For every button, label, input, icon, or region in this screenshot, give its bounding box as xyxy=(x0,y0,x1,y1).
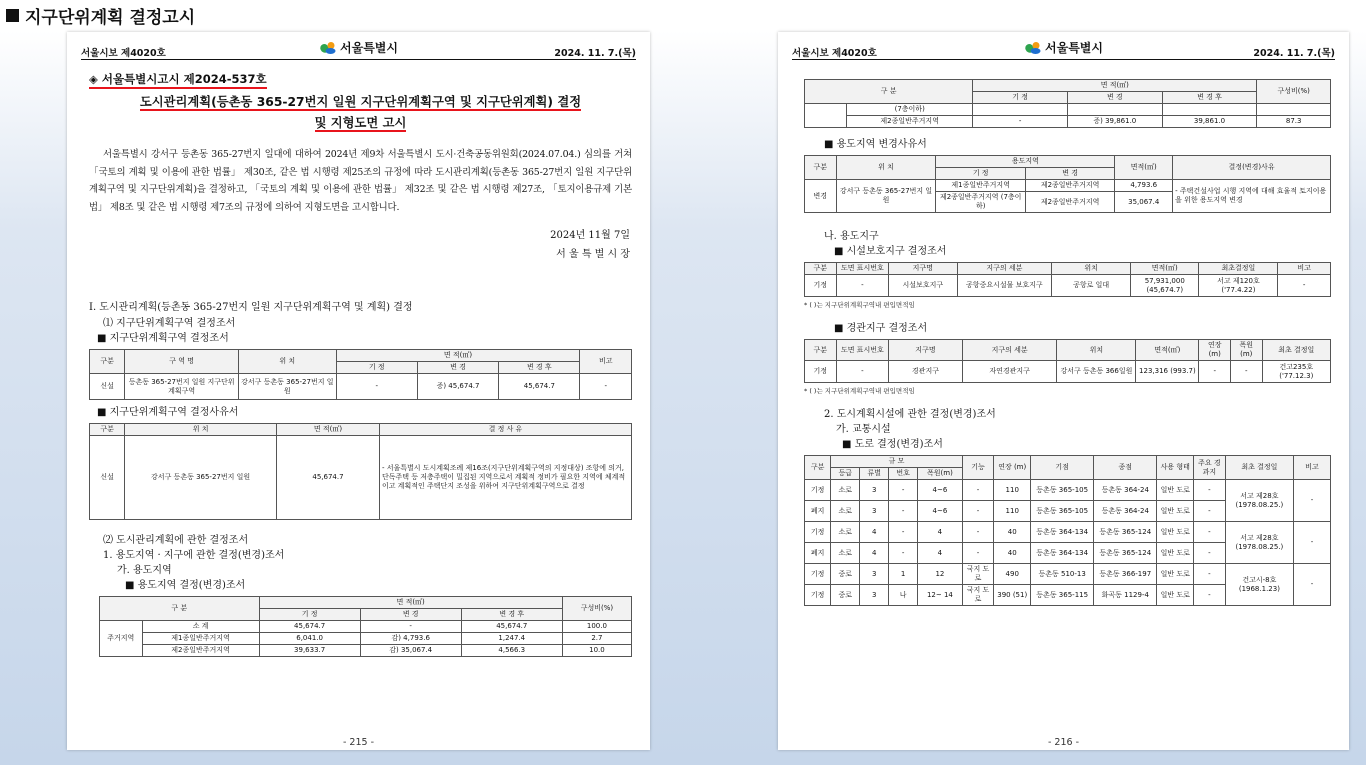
table-cell: 12~ 14 xyxy=(918,585,963,606)
section-2-1-heading: 1. 용도지역 · 지구에 관한 결정(변경)조서 xyxy=(103,550,285,561)
table-header-cell: 최초 결정일 xyxy=(1262,340,1330,361)
table-cell: 등촌동 365-115 xyxy=(1031,585,1094,606)
table-cell: 화곡동 1129-4 xyxy=(1094,585,1157,606)
th-reason: 결정(변경)사유 xyxy=(1173,156,1331,180)
page-banner xyxy=(6,2,195,28)
th-ratio: 구성비(%) xyxy=(1257,80,1331,104)
table-cell: 국지 도로 xyxy=(962,564,994,585)
table-cell: 제2종일반주거지역 xyxy=(142,645,259,657)
table-cell: 45,674.7 xyxy=(461,621,562,633)
th-grade: 등급 xyxy=(831,468,860,480)
table6-title: ■ 시설보호지구 결정조서 xyxy=(804,244,1331,259)
th-zone: 용도지역 xyxy=(936,156,1115,168)
cell: 등촌동 365-27번지 일원 지구단위계획구역 xyxy=(125,374,239,400)
table-header-cell: 지구의 세분 xyxy=(962,340,1057,361)
table7-note: * ( )는 지구단위계획구역내 편입면적임 xyxy=(804,387,915,395)
table-cell: 서고 제28호 (1978.08.25.) xyxy=(1225,480,1293,522)
table-cell: 중로 xyxy=(831,585,860,606)
sign-date: 2024년 11월 7일 xyxy=(550,230,630,241)
th-area: 면 적(㎡) xyxy=(336,350,580,362)
notice-title xyxy=(89,92,632,134)
table-cell: 40 xyxy=(994,543,1031,564)
th-class: 류별 xyxy=(860,468,889,480)
page-header xyxy=(81,38,636,60)
table-cell: 4 xyxy=(918,522,963,543)
issue-date: 2024. 11. 7.(목) xyxy=(1253,48,1335,59)
cell: 45,674.7 xyxy=(499,374,580,400)
table2-title: ■ 지구단위계획구역 결정사유서 xyxy=(89,405,632,420)
th-change: 변 경 xyxy=(360,609,461,621)
table-cell: 기정 xyxy=(805,585,831,606)
section-1-heading: Ⅰ. 도시관리계획(등촌동 365-27번지 일원 지구단위계획구역 및 계획) 결정 xyxy=(89,302,413,313)
table-cell: 110 xyxy=(994,501,1031,522)
th-gubun: 구분 xyxy=(90,350,125,374)
district-plan-table xyxy=(89,349,632,400)
table-cell: 공항중요시설물 보호지구 xyxy=(957,275,1052,297)
section-c-heading: 2. 도시계획시설에 관한 결정(변경)조서 xyxy=(824,409,996,420)
cell: - xyxy=(336,374,417,400)
table-cell: 110 xyxy=(994,480,1031,501)
table-cell: - xyxy=(962,522,994,543)
table-cell: 소 계 xyxy=(142,621,259,633)
table-cell: 등촌동 364-134 xyxy=(1031,522,1094,543)
zoning-table xyxy=(99,596,632,657)
table-cell: - xyxy=(889,480,918,501)
page-header xyxy=(792,38,1335,60)
table-cell: 서고 제28호 (1978.08.25.) xyxy=(1225,522,1293,564)
table-cell: 주거지역 xyxy=(100,621,143,657)
cell: 제2종일반주거지역 (7층이하) xyxy=(936,192,1025,213)
seoul-logo-icon xyxy=(1024,41,1042,55)
cell: - 주택건설사업 시행 지역에 대해 효율적 토지이용을 위한 용도지역 변경 xyxy=(1173,180,1331,213)
th-name: 구 역 명 xyxy=(125,350,239,374)
table-row xyxy=(100,621,632,633)
table-cell: 등촌동 365-124 xyxy=(1094,522,1157,543)
seoul-logo-icon xyxy=(319,41,337,55)
table-cell: 감) 4,793.6 xyxy=(360,633,461,645)
table-cell: 건고235호 ('77.12.3) xyxy=(1262,361,1330,383)
table-header-cell: 구분 xyxy=(805,263,837,275)
cell: 45,674.7 xyxy=(276,436,379,520)
cell: 강서구 등촌동 365-27번지 일원 xyxy=(125,436,277,520)
table-cell: 기정 xyxy=(805,522,831,543)
cell: - 서울특별시 도시계획조례 제16조(지구단위계획구역의 지정대상) 조항에 의거, 단독주택 등 저층주택이 밀집된 지역으로서 계획적 정비가 필요한 지역에 체계적이고 계획적인 주택단지 조성을 위하여 지구단위계획구역으로 결정 xyxy=(379,436,631,520)
notice-title-line1: 도시관리계획(등촌동 365-27번지 일원 지구단위계획구역 및 지구단위계획) 결정 xyxy=(139,95,582,109)
table-cell: - xyxy=(1294,564,1331,606)
zoning-reason-table xyxy=(804,155,1331,213)
table-cell: 3 xyxy=(860,564,889,585)
table8-title: ■ 도로 결정(변경)조서 xyxy=(804,437,1331,452)
cell: 증) 45,674.7 xyxy=(417,374,498,400)
table-cell: 12 xyxy=(918,564,963,585)
table-cell: 기정 xyxy=(805,564,831,585)
table-row xyxy=(100,645,632,657)
table-row xyxy=(805,522,1331,543)
table-cell: 1,247.4 xyxy=(461,633,562,645)
gazette-number: 서울시보 제4020호 xyxy=(792,48,877,59)
table-cell: 경관지구 xyxy=(889,361,963,383)
cell: 신설 xyxy=(90,374,125,400)
th-end: 종점 xyxy=(1094,456,1157,480)
table-cell: - xyxy=(962,480,994,501)
cell: 강서구 등촌동 365-27번지 일원 xyxy=(239,374,337,400)
th-area: 면 적(㎡) xyxy=(973,80,1257,92)
th-location: 위 치 xyxy=(125,424,277,436)
table-cell: 일반 도로 xyxy=(1157,522,1194,543)
table-cell: - xyxy=(1294,522,1331,564)
table-cell: 기정 xyxy=(805,480,831,501)
table-header-cell: 지구명 xyxy=(889,263,957,275)
table-cell: 100.0 xyxy=(562,621,631,633)
table-cell: - xyxy=(889,501,918,522)
cell: (7층이하) xyxy=(847,104,973,116)
table-cell: 일반 도로 xyxy=(1157,564,1194,585)
cell: 87.3 xyxy=(1257,116,1331,128)
table-cell: 등촌동 365-105 xyxy=(1031,480,1094,501)
table-header-cell: 폭원 (m) xyxy=(1231,340,1263,361)
table5-title: ■ 용도지역 변경사유서 xyxy=(804,137,1331,152)
cell: - xyxy=(580,374,632,400)
th-gubun: 구 분 xyxy=(805,80,973,104)
th-use: 사용 형태 xyxy=(1157,456,1194,480)
table-cell: 4~6 xyxy=(918,501,963,522)
table-cell: 39,633.7 xyxy=(259,645,360,657)
table-cell: 4~6 xyxy=(918,480,963,501)
table-header-cell: 구분 xyxy=(805,340,837,361)
table-header-cell: 도면 표시번호 xyxy=(836,340,889,361)
table-cell: 기정 xyxy=(805,275,837,297)
table-header-cell: 연장 (m) xyxy=(1199,340,1231,361)
th-number: 번호 xyxy=(889,468,918,480)
table-cell: 45,674.7 xyxy=(259,621,360,633)
section-1-sub: ⑴ 지구단위계획구역 결정조서 xyxy=(103,318,236,329)
table-cell: 소로 xyxy=(831,522,860,543)
table-cell: 2.7 xyxy=(562,633,631,645)
cell: 변경 xyxy=(805,180,837,213)
th-note: 비고 xyxy=(1294,456,1331,480)
table-cell: 소로 xyxy=(831,543,860,564)
table-cell: 나 xyxy=(889,585,918,606)
page-number: - 215 - xyxy=(342,737,375,748)
th-prev: 기 정 xyxy=(259,609,360,621)
table-cell: 10.0 xyxy=(562,645,631,657)
th-note: 비고 xyxy=(580,350,632,374)
cell: 강서구 등촌동 365-27번지 일원 xyxy=(836,180,936,213)
table-cell: 일반 도로 xyxy=(1157,501,1194,522)
table-cell: - xyxy=(962,501,994,522)
cell: 제2종일반주거지역 xyxy=(847,116,973,128)
table-cell: - xyxy=(836,361,889,383)
table-cell: 123,316 (993.7) xyxy=(1136,361,1199,383)
table-cell: 기정 xyxy=(805,361,837,383)
th-prev: 기 정 xyxy=(936,168,1025,180)
table-cell: 중로 xyxy=(831,564,860,585)
th-area: 면 적(㎡) xyxy=(276,424,379,436)
landscape-district-table xyxy=(804,339,1331,383)
table-row xyxy=(100,633,632,645)
th-ratio: 구성비(%) xyxy=(562,597,631,621)
table-cell: 490 xyxy=(994,564,1031,585)
table-header-cell: 면적(㎡) xyxy=(1136,340,1199,361)
document-page-215 xyxy=(67,32,650,750)
table-cell: 서고 제120호 ('77.4.22) xyxy=(1199,275,1278,297)
th-gubun: 구 분 xyxy=(100,597,260,621)
road-table xyxy=(804,455,1331,606)
table-row xyxy=(805,564,1331,585)
table1-title: ■ 지구단위계획구역 결정조서 xyxy=(89,331,632,346)
table-header-cell: 비고 xyxy=(1278,263,1331,275)
square-bullet-icon xyxy=(6,9,19,22)
table-cell: 등촌동 364-134 xyxy=(1031,543,1094,564)
table-header-cell: 지구명 xyxy=(889,340,963,361)
table-cell: 3 xyxy=(860,585,889,606)
table-cell: 4 xyxy=(918,543,963,564)
table-cell: 등촌동 364-24 xyxy=(1094,501,1157,522)
th-reason: 결 정 사 유 xyxy=(379,424,631,436)
table-cell: 건고시-8호 (1968.1.23) xyxy=(1225,564,1293,606)
th-main: 주요 경과지 xyxy=(1194,456,1226,480)
th-width: 폭원(m) xyxy=(918,468,963,480)
table-cell: 등촌동 510-13 xyxy=(1031,564,1094,585)
district-reason-table xyxy=(89,423,632,520)
org-name: 서울특별시 xyxy=(340,41,398,55)
section-2-heading: ⑵ 도시관리계획에 관한 결정조서 xyxy=(103,535,249,546)
th-first-decision: 최초 결정일 xyxy=(1225,456,1293,480)
table-cell: - xyxy=(1199,361,1231,383)
table-header-cell: 면적(㎡) xyxy=(1131,263,1199,275)
table-cell: 40 xyxy=(994,522,1031,543)
th-start: 기점 xyxy=(1031,456,1094,480)
table-cell: 등촌동 364-24 xyxy=(1094,480,1157,501)
facility-district-table xyxy=(804,262,1331,297)
table-cell: - xyxy=(1231,361,1263,383)
table-cell: 4 xyxy=(860,543,889,564)
th-change: 변 경 xyxy=(1067,92,1162,104)
table-header-cell: 위치 xyxy=(1052,263,1131,275)
banner-title: 지구단위계획 결정고시 xyxy=(25,7,196,28)
table-cell: 6,041.0 xyxy=(259,633,360,645)
table-row xyxy=(805,275,1331,297)
cell: 제1종일반주거지역 xyxy=(936,180,1025,192)
table-cell: - xyxy=(1294,480,1331,522)
table-cell: 제1종일반주거지역 xyxy=(142,633,259,645)
page-number: - 216 - xyxy=(1047,737,1080,748)
table-cell: 4,566.3 xyxy=(461,645,562,657)
table-cell: 폐지 xyxy=(805,501,831,522)
table-cell: 국지 도로 xyxy=(962,585,994,606)
th-scale: 규 모 xyxy=(831,456,962,468)
th-area: 면 적(㎡) xyxy=(259,597,562,609)
table-cell: - xyxy=(1194,585,1226,606)
th-change: 변 경 xyxy=(1025,168,1114,180)
org-name: 서울특별시 xyxy=(1045,41,1103,55)
table-cell: 4 xyxy=(860,522,889,543)
seoul-logo xyxy=(319,39,398,56)
table-cell: 등촌동 366-197 xyxy=(1094,564,1157,585)
th-location: 위 치 xyxy=(836,156,936,180)
table-cell: 소로 xyxy=(831,480,860,501)
th-area: 면적(㎡) xyxy=(1115,156,1173,180)
issue-date: 2024. 11. 7.(목) xyxy=(554,48,636,59)
table-cell: 일반 도로 xyxy=(1157,585,1194,606)
sign-name: 서 울 특 별 시 장 xyxy=(556,249,630,260)
table-header-cell: 도면 표시번호 xyxy=(836,263,889,275)
cell: 39,861.0 xyxy=(1162,116,1257,128)
section-c1-heading: 가. 교통시설 xyxy=(836,424,891,435)
table-header-row xyxy=(805,340,1331,361)
cell: 신설 xyxy=(90,436,125,520)
table-cell: 390 (51) xyxy=(994,585,1031,606)
table-row xyxy=(805,361,1331,383)
section-b-heading: 나. 용도지구 xyxy=(824,231,879,242)
table-cell: - xyxy=(962,543,994,564)
table-cell: 일반 도로 xyxy=(1157,480,1194,501)
table6-note: * ( )는 지구단위계획구역내 편입면적임 xyxy=(804,301,915,309)
cell: 증) 39,861.0 xyxy=(1067,116,1162,128)
th-gubun: 구분 xyxy=(90,424,125,436)
table-cell: 공항로 일대 xyxy=(1052,275,1131,297)
table-cell: 자연경관지구 xyxy=(962,361,1057,383)
table-row xyxy=(805,480,1331,501)
th-gubun: 구분 xyxy=(805,156,837,180)
section-2-1a-heading: 가. 용도지역 xyxy=(117,565,172,576)
th-prev: 기 정 xyxy=(973,92,1068,104)
table-header-row xyxy=(805,263,1331,275)
table-cell: 일반 도로 xyxy=(1157,543,1194,564)
zoning-table-continued xyxy=(804,79,1331,128)
table-header-cell: 최초결정일 xyxy=(1199,263,1278,275)
cell: 35,067.4 xyxy=(1115,192,1173,213)
th-after: 변 경 후 xyxy=(461,609,562,621)
cell: 4,793.6 xyxy=(1115,180,1173,192)
table-cell: 등촌동 365-124 xyxy=(1094,543,1157,564)
table-cell: 소로 xyxy=(831,501,860,522)
table-header-cell: 지구의 세분 xyxy=(957,263,1052,275)
table-header-cell: 위치 xyxy=(1057,340,1136,361)
table-cell: - xyxy=(360,621,461,633)
th-length: 연장 (m) xyxy=(994,456,1031,480)
table-cell: - xyxy=(1194,564,1226,585)
table-cell: 감) 35,067.4 xyxy=(360,645,461,657)
th-prev: 기 정 xyxy=(336,362,417,374)
table3-title: ■ 용도지역 결정(변경)조서 xyxy=(89,578,632,593)
table-cell: - xyxy=(1194,543,1226,564)
th-change: 변 경 xyxy=(417,362,498,374)
notice-title-line2: 및 지형도면 고시 xyxy=(314,116,407,130)
table-cell: - xyxy=(1194,522,1226,543)
gazette-number: 서울시보 제4020호 xyxy=(81,48,166,59)
th-gubun: 구분 xyxy=(805,456,831,480)
cell: 제2종일반주거지역 xyxy=(1025,192,1114,213)
signature-block xyxy=(89,226,632,264)
cell: - xyxy=(973,116,1068,128)
th-after: 변 경 후 xyxy=(499,362,580,374)
seoul-logo xyxy=(1024,39,1103,56)
cell: 제2종일반주거지역 xyxy=(1025,180,1114,192)
table-cell: 등촌동 365-105 xyxy=(1031,501,1094,522)
table-cell: 폐지 xyxy=(805,543,831,564)
table-cell: - xyxy=(1194,480,1226,501)
table-cell: - xyxy=(889,522,918,543)
document-page-216 xyxy=(778,32,1349,750)
notice-number: ◈ 서울특별시고시 제2024-537호 xyxy=(89,71,267,89)
table-cell: 3 xyxy=(860,480,889,501)
notice-paragraph: 서울특별시 강서구 등촌동 365-27번지 일대에 대하여 2024년 제9차 서울특별시 도시·건축공동위원회(2024.07.04.) 심의를 거쳐 「국토의 계획 및 이용에 관한 법률」 제30조, 같은 법 시행령 제25조의 규정에 따라 도시관리계획(등촌동 365-27번지 일원 지구단위계획구역 및 지구단위계획)을 결정하고, 「국토의 계획 및 이용에 관한 법률」 제32조 및 같은 법 시행령 제27조, 「토지이용규제 기본법」 제8조 및 같은 법 시행령 제7조의 규정에 의하여 지형도면을 고시합니다. xyxy=(89,149,632,213)
table-cell: 강서구 등촌동 366일원 xyxy=(1057,361,1136,383)
table-cell: 시설보호지구 xyxy=(889,275,957,297)
table-cell: 1 xyxy=(889,564,918,585)
table-cell: - xyxy=(889,543,918,564)
table7-title: ■ 경관지구 결정조서 xyxy=(804,321,1331,336)
table-cell: 57,931,000 (45,674.7) xyxy=(1131,275,1199,297)
table-cell: 3 xyxy=(860,501,889,522)
table-cell: - xyxy=(1194,501,1226,522)
table-cell: - xyxy=(836,275,889,297)
table-cell: - xyxy=(1278,275,1331,297)
th-function: 기능 xyxy=(962,456,994,480)
th-location: 위 치 xyxy=(239,350,337,374)
th-after: 변 경 후 xyxy=(1162,92,1257,104)
